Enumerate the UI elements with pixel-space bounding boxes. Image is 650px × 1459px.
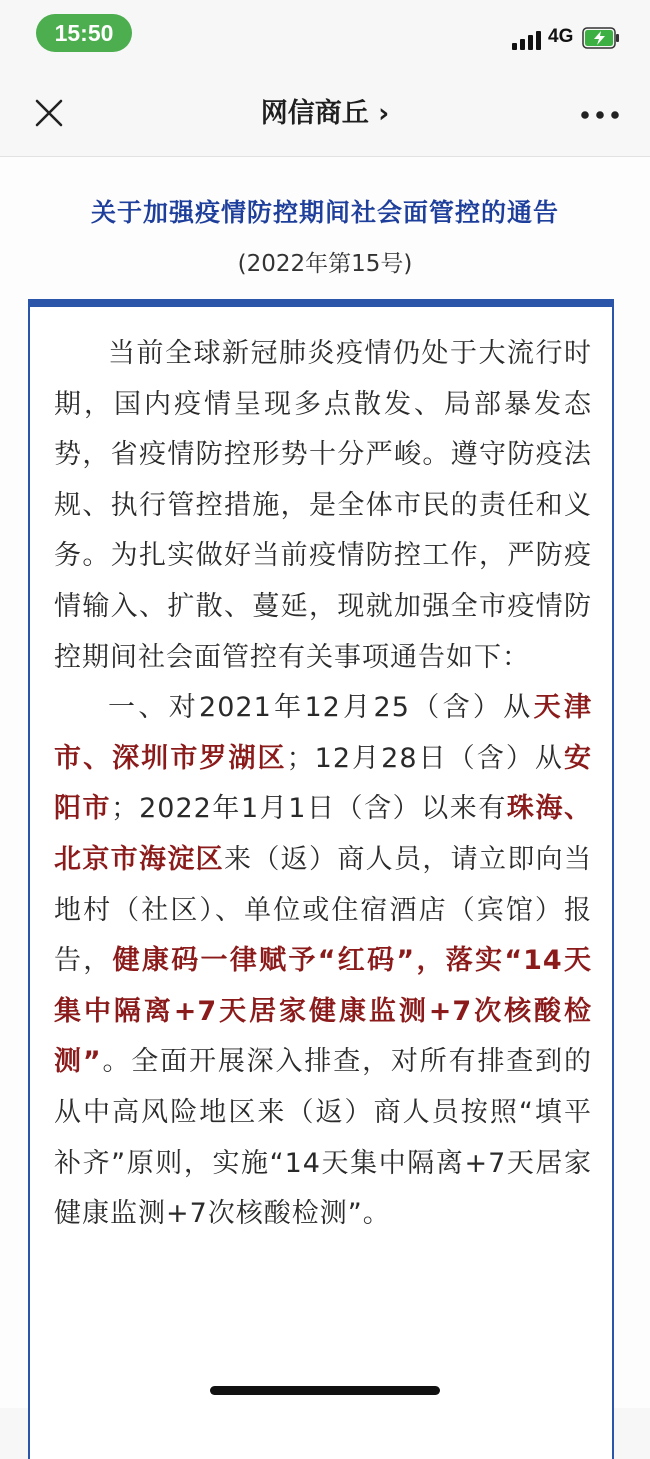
article xyxy=(0,157,650,1408)
text-segment: 来（返）商人员，请立即向当地村（社区）、单位或住宿酒店（宾馆）报告， xyxy=(54,843,592,977)
text-segment: 一、对2021年12月25（含）从 xyxy=(108,692,534,724)
home-indicator[interactable] xyxy=(210,1386,440,1395)
paragraph-intro: 当前全球新冠肺炎疫情仍处于大流行时期，国内疫情呈现多点散发、局部暴发态势，省疫情防控形势十分严峻。遵守防疫法规、执行管控措施，是全体市民的责任和义务。为扎实做好当前疫情防控工作，严防疫情输入、扩散、蔓延，现就加强全市疫情防控期间社会面管控有关事项通告如下： xyxy=(54,338,592,673)
highlight-region: 安阳市 xyxy=(54,742,592,825)
article-title: 关于加强疫情防控期间社会面管控的通告 xyxy=(90,198,559,227)
battery-charging-icon xyxy=(582,27,620,49)
paragraph-measures xyxy=(54,683,592,1240)
status-time: 15:50 xyxy=(36,14,132,52)
highlight-requirement: 健康码一律赋予“红码”，落实“14天集中隔离+7天居家健康监测+7次核酸检测” xyxy=(54,945,593,1078)
highlight-region: 珠海、北京市海淀区 xyxy=(54,793,593,875)
text-segment: ；2022年1月1日（含）以来有 xyxy=(111,793,507,825)
article-body xyxy=(54,329,592,1240)
highlight-region: 天津市、深圳市罗湖区 xyxy=(54,692,592,774)
text-segment: ；12月28日（含）从 xyxy=(286,742,564,774)
nav-bar xyxy=(0,72,650,157)
status-bar xyxy=(0,0,650,72)
article-number: (2022年第15号) xyxy=(237,251,413,277)
network-type: 4G xyxy=(548,26,574,47)
text-segment: 。全面开展深入排查，对所有排查到的从中高风险地区来（返）商人员按照“填平补齐”原则，实施“14天集中隔离+7天居家健康监测+7次核酸检测”。 xyxy=(54,1046,592,1230)
account-title-link[interactable]: 网信商丘 › xyxy=(260,98,390,129)
signal-icon xyxy=(512,28,542,50)
more-icon[interactable] xyxy=(580,110,620,120)
notice-frame xyxy=(28,299,614,1459)
